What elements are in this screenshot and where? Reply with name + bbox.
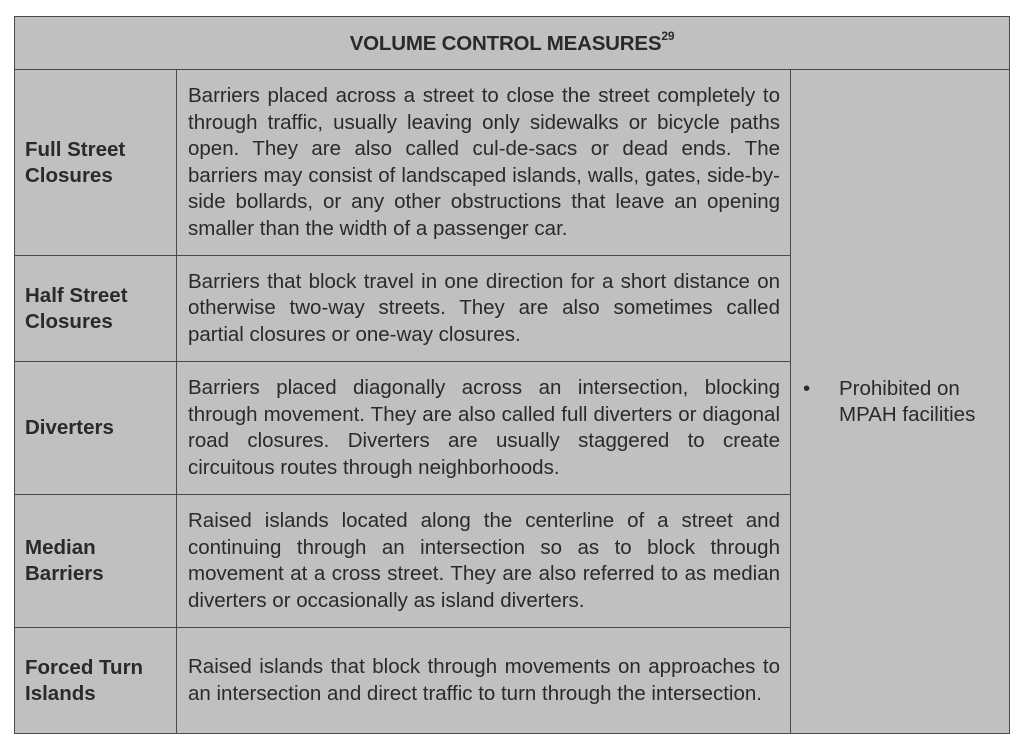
term-line: Barriers <box>25 562 104 585</box>
note-line: Prohibited on <box>839 376 960 400</box>
note-line: MPAH facilities <box>839 402 976 426</box>
term-line: Half Street <box>25 283 128 307</box>
row-term-full-street-closures <box>15 70 177 256</box>
restriction-note <box>803 376 997 428</box>
term-line: Forced Turn <box>25 655 144 679</box>
table-title <box>15 17 1010 70</box>
restriction-note-cell <box>791 70 1010 734</box>
row-description: Barriers that block travel in one direction for a short distance on otherwise two-way streets. They are also sometimes called partial closures or one-way closures. <box>177 256 791 362</box>
term-line: Diverters <box>25 416 114 439</box>
row-description: Barriers placed across a street to close the street completely to through traffic, usually leaving only sidewalks or bicycle paths open. They are also called cul-de-sacs or dead ends. The barriers may consist of landscaped islands, walls, gates, side-by-side bollards, or any other obstructions that leave an opening smaller than the width of a passenger car. <box>177 70 791 256</box>
row-term-half-street-closures <box>15 256 177 362</box>
volume-control-measures-table <box>14 16 1010 734</box>
row-description: Raised islands located along the centerline of a street and continuing through an intersection so as to block through movement at a cross street. They are also referred to as median diverters or occasionally as island diverters. <box>177 495 791 628</box>
term-line: Islands <box>25 681 96 705</box>
bullet-icon: • <box>803 376 811 400</box>
row-term-median-barriers <box>15 495 177 628</box>
table-header-row <box>15 17 1010 70</box>
restriction-note-text <box>839 376 975 428</box>
table-row <box>15 70 1010 256</box>
term-line: Closures <box>25 309 113 333</box>
term-line: Closures <box>25 163 113 187</box>
title-footnote: 29 <box>661 28 675 43</box>
term-line: Full Street <box>25 137 126 161</box>
term-line: Median <box>25 536 96 559</box>
row-term-diverters <box>15 362 177 495</box>
row-term-forced-turn-islands <box>15 628 177 734</box>
table-title-text: VOLUME CONTROL MEASURES <box>349 31 662 55</box>
row-description: Barriers placed diagonally across an intersection, blocking through movement. They are also called full diverters or diagonal road closures. Diverters are usually staggered to create circuitous routes through neighborhoods. <box>177 362 791 495</box>
row-description: Raised islands that block through movements on approaches to an intersection and direct traffic to turn through the intersection. <box>177 628 791 734</box>
